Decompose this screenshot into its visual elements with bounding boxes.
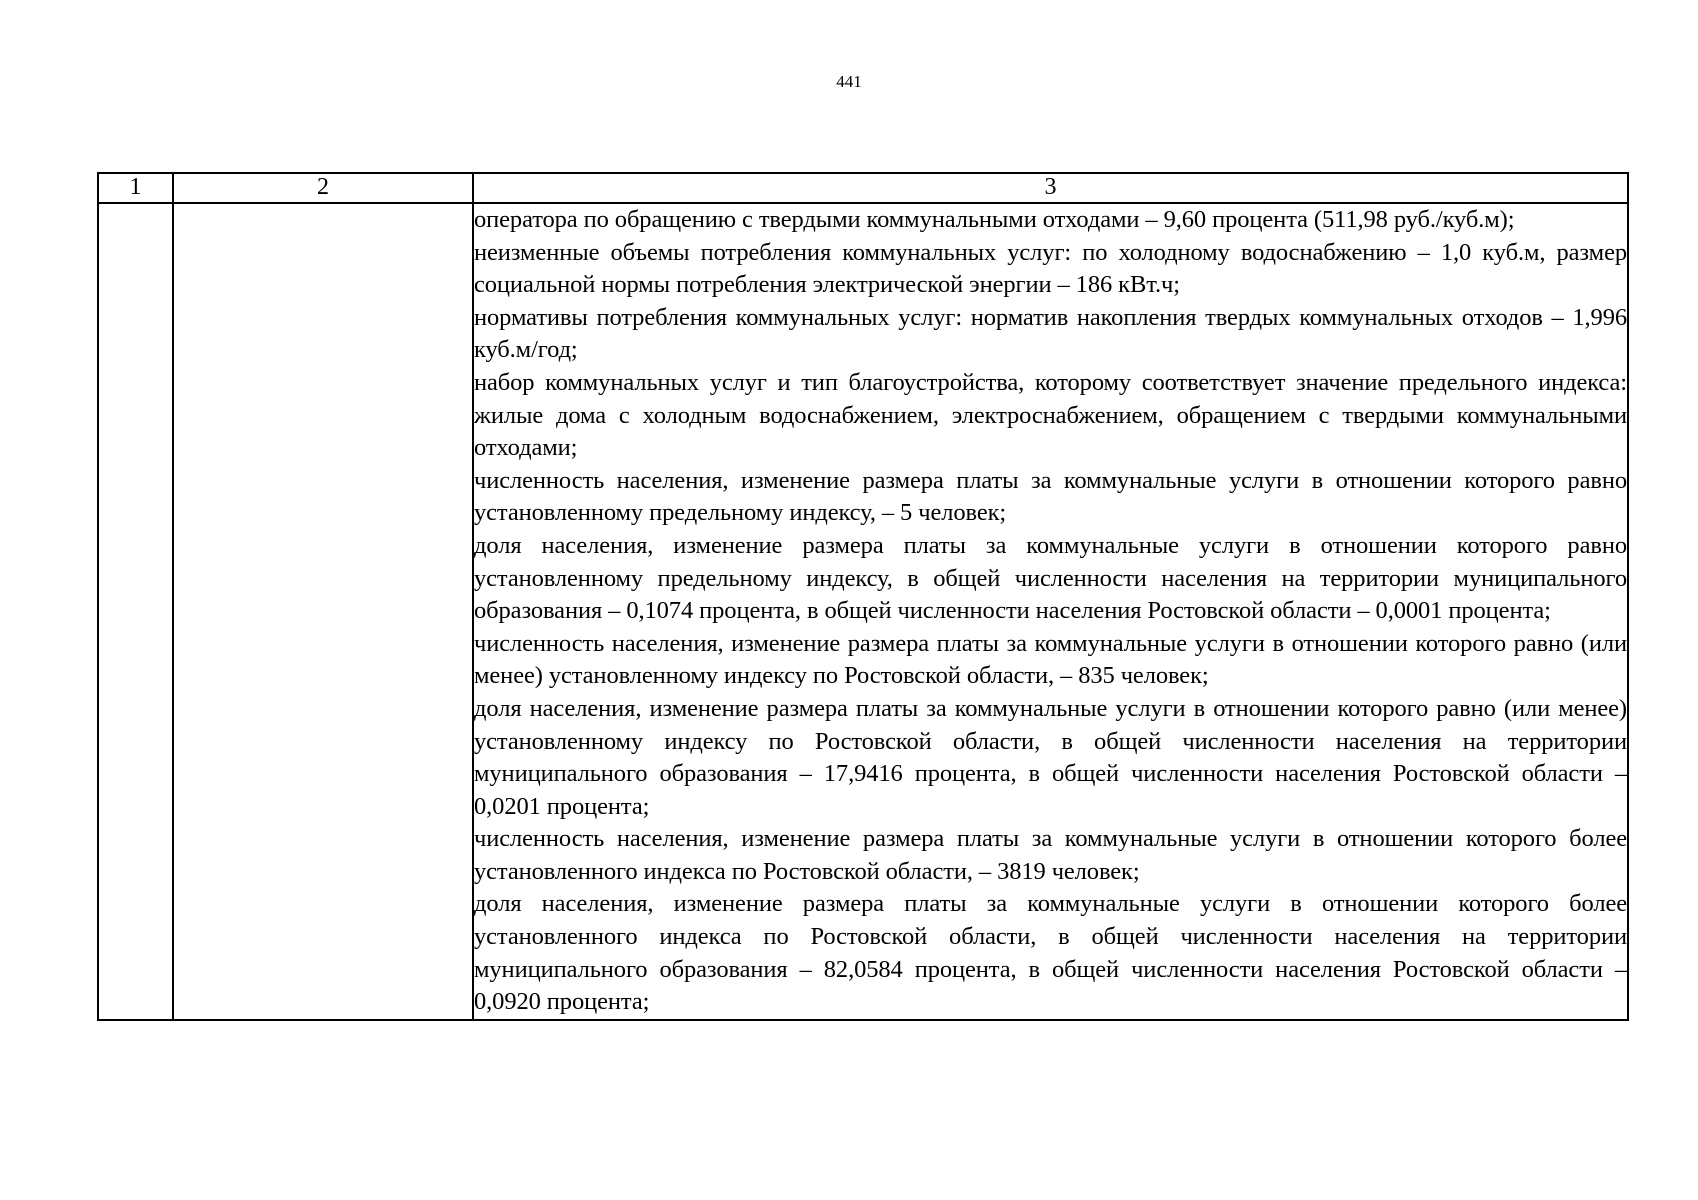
paragraph-population-more: численность населения, изменение размера платы за коммунальные услуги в отношении которого более установленного индекса по Ростовской области, – 3819 человек; <box>474 825 1627 885</box>
table-header-row <box>98 173 1628 203</box>
paragraph-service-set: набор коммунальных услуг и тип благоустройства, которому соответствует значение предельного индекса: жилые дома с холодным водоснабжением, электроснабжением, обращением с твердыми коммунальными отходами; <box>474 368 1627 462</box>
paragraph-population-equal: численность населения, изменение размера платы за коммунальные услуги в отношении которого равно установленному предельному индексу, – 5 человек; <box>474 466 1627 527</box>
table-cell-col1 <box>98 203 173 1020</box>
table-cell-col3 <box>473 203 1628 1020</box>
document-table <box>97 172 1629 1021</box>
table-row <box>98 203 1628 1020</box>
column-header-1: 1 <box>98 173 173 203</box>
table-cell-col2 <box>173 203 473 1020</box>
paragraph-operator-share: оператора по обращению с твердыми коммунальными отходами – 9,60 процента (511,98 руб./куб.м); <box>474 206 1515 233</box>
column-header-2: 2 <box>173 173 473 203</box>
paragraph-share-less: доля населения, изменение размера платы за коммунальные услуги в отношении которого равно (или менее) установленному индексу по Ростовской области, в общей численности населения на территории муниципального образования – 17,9416 процента, в общей численности населения Ростовской области – 0,0201 процента; <box>474 694 1627 820</box>
page-number: 441 <box>836 72 862 91</box>
paragraph-share-more: доля населения, изменение размера платы за коммунальные услуги в отношении которого более установленного индекса по Ростовской области, в общей численности населения на территории муниципального образования – 82,0584 процента, в общей численности населения Ростовской области – 0,0920 процента; <box>474 890 1627 1016</box>
paragraph-consumption-norms: нормативы потребления коммунальных услуг: норматив накопления твердых коммунальных отходов – 1,996 куб.м/год; <box>474 303 1627 364</box>
paragraph-share-equal: доля населения, изменение размера платы за коммунальные услуги в отношении которого равно установленному предельному индексу, в общей численности населения на территории муниципального образования – 0,1074 процента, в общей численности населения Ростовской области – 0,0001 процента; <box>474 531 1627 625</box>
paragraph-consumption-volumes: неизменные объемы потребления коммунальных услуг: по холодному водоснабжению – 1,0 куб.м, размер социальной нормы потребления электрической энергии – 186 кВт.ч; <box>474 238 1627 299</box>
column-header-3: 3 <box>473 173 1628 203</box>
paragraph-population-less: численность населения, изменение размера платы за коммунальные услуги в отношении которого равно (или менее) установленному индексу по Ростовской области, – 835 человек; <box>474 629 1627 690</box>
